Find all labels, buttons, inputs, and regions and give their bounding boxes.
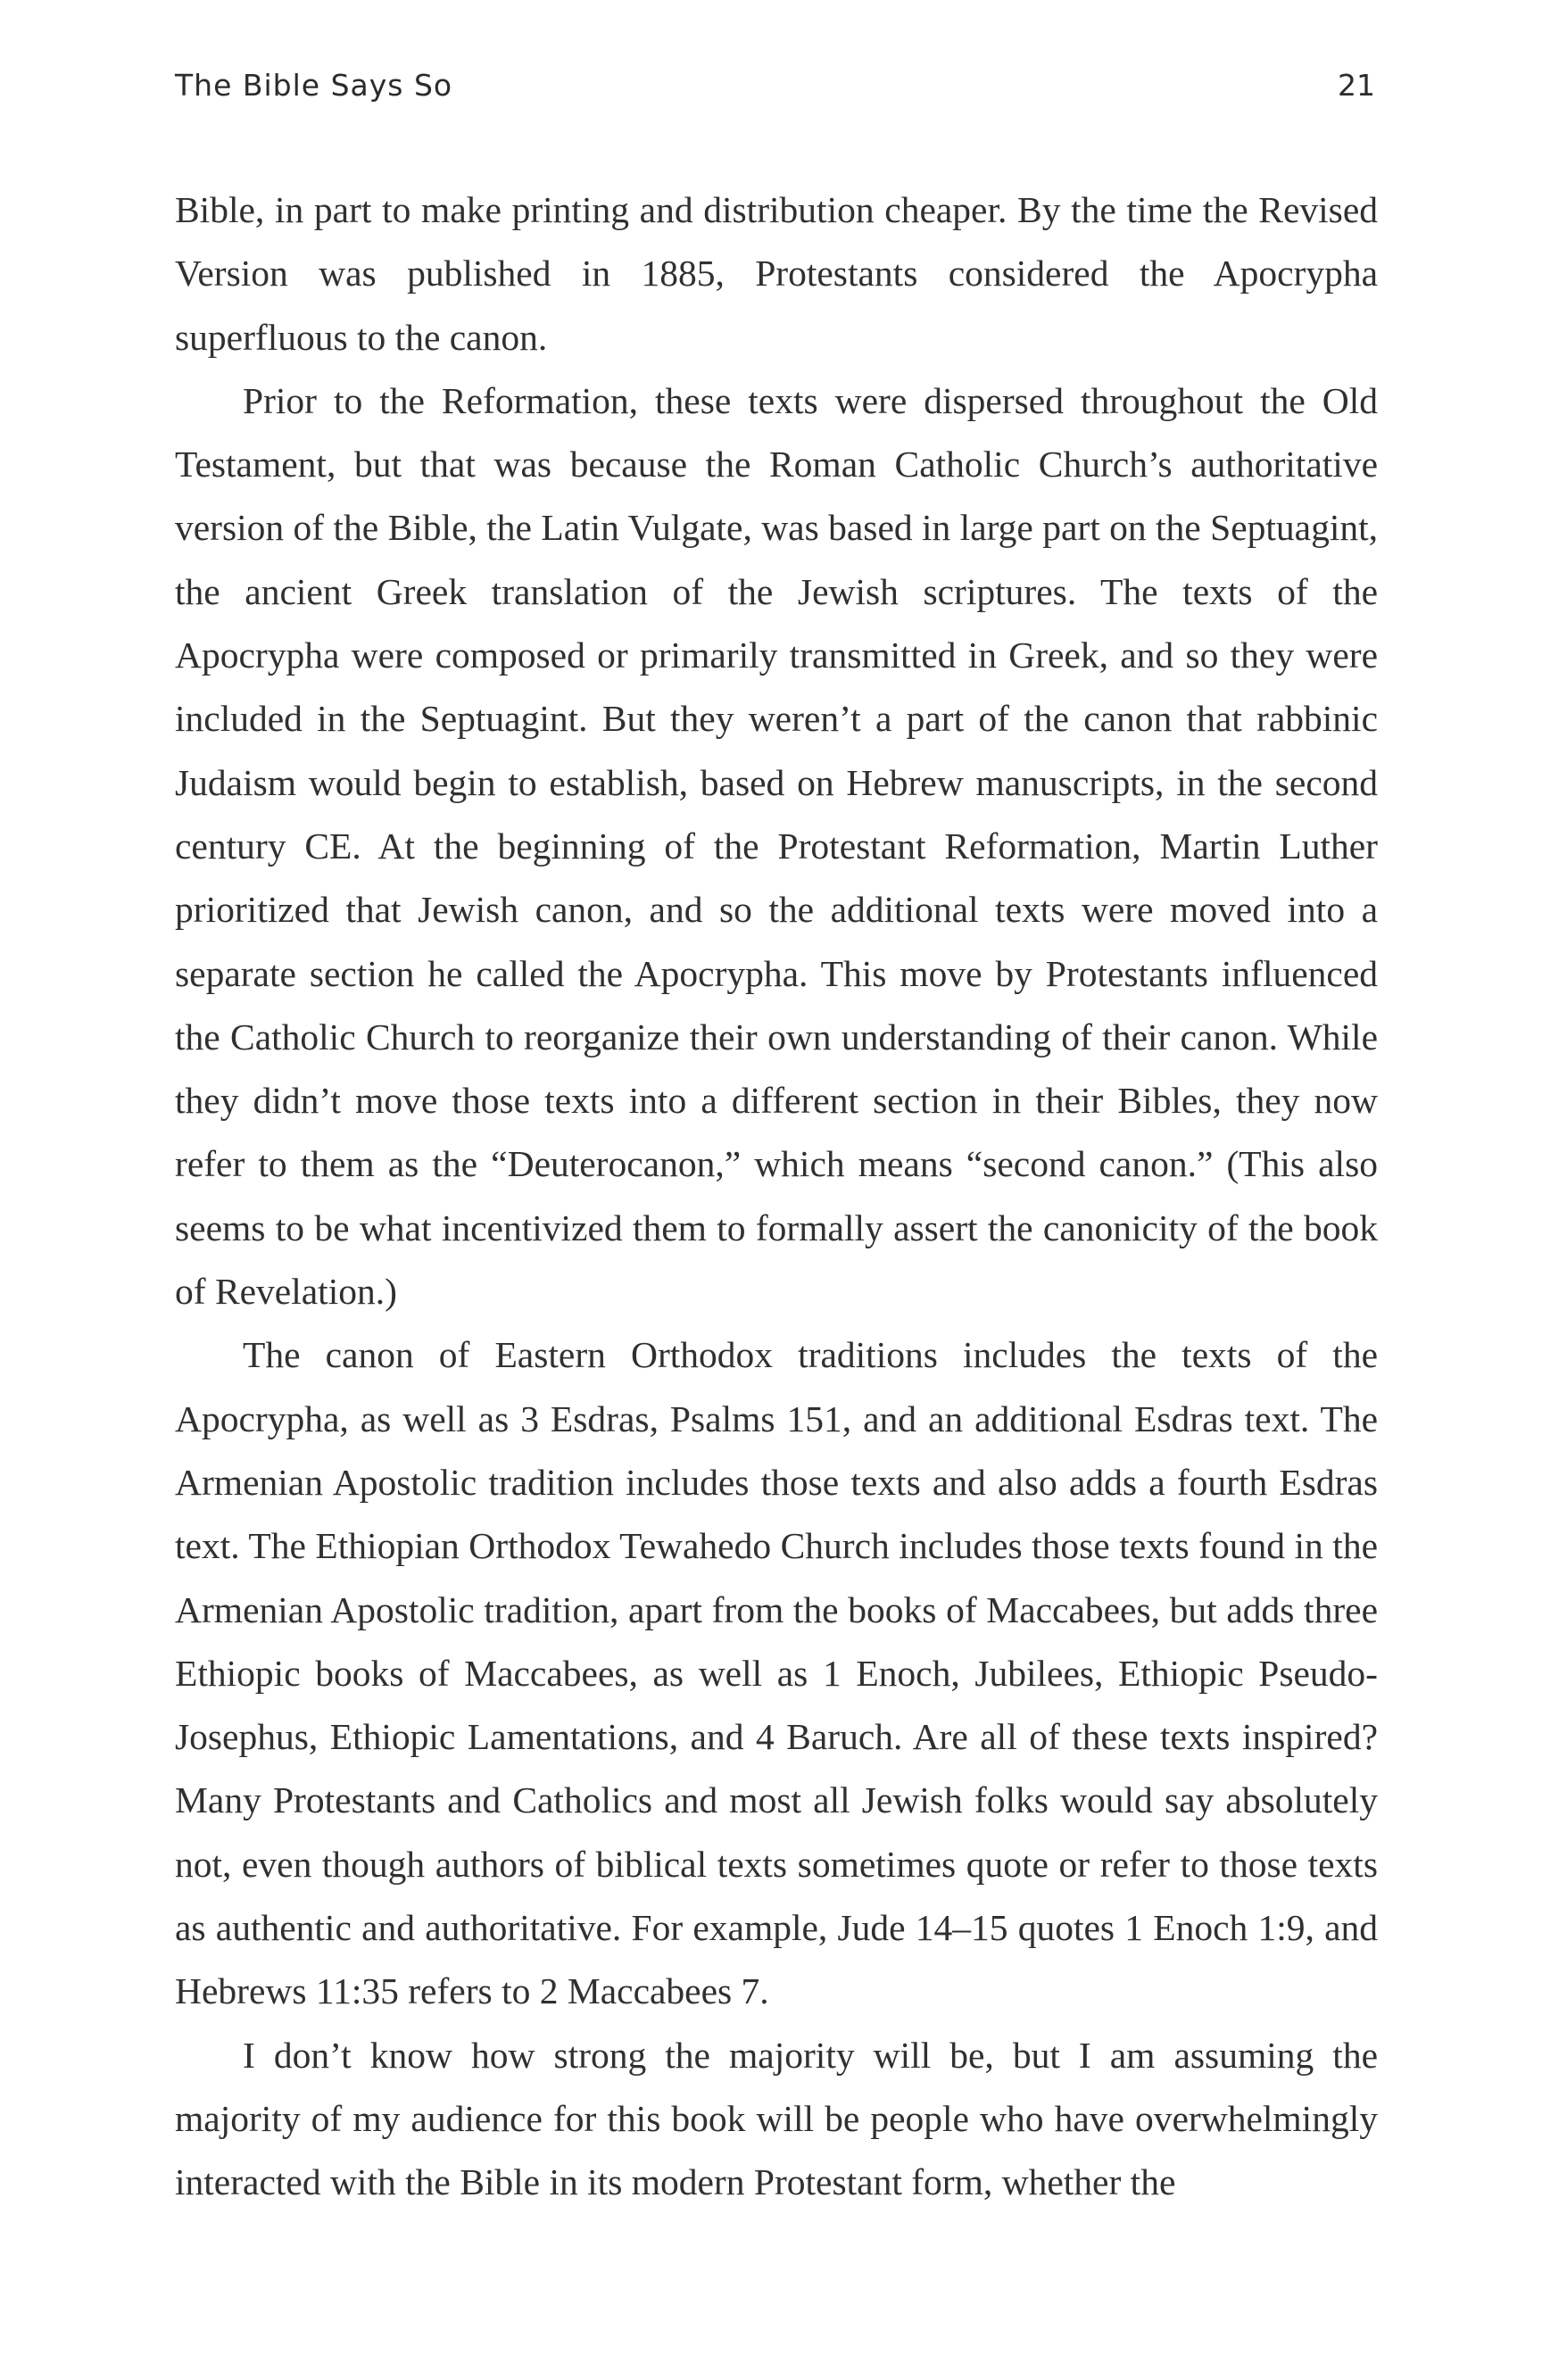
running-title: The Bible Says So — [175, 68, 453, 103]
paragraph: I don’t know how strong the majority will be, but I am assuming the majority of my audience for this book will be people who have overwhelmingly interacted with the Bible in its modern Protestant form, whether the — [175, 2034, 1378, 2203]
paragraph: The canon of Eastern Orthodox traditions includes the texts of the Apocrypha, as well as 3 Esdras, Psalms 151, and an additional Esdras text. The Armenian Apostolic tradition includes those texts and also adds a fourth Esdras text. The Ethiopian Orthodox Tewahedo Church includes those texts found in the Armenian Apostolic tradition, apart from the books of Maccabees, but adds three Ethiopic books of Maccabees, as well as 1 Enoch, Jubilees, Ethiopic Pseudo-Josephus, Ethiopic Lamentations, and 4 Baruch. Are all of these texts inspired? Many Protestants and Catholics and most all Jewish folks would say absolutely not, even though authors of biblical texts sometimes quote or refer to those texts as authentic and authoritative. For example, Jude 14–15 quotes 1 Enoch 1:9, and Hebrews 11:35 refers to 2 Maccabees 7. — [175, 1334, 1378, 2012]
body-text — [175, 178, 1378, 2215]
paragraph: Prior to the Reformation, these texts were dispersed throughout the Old Testament, but that was because the Roman Catholic Church’s authoritative version of the Bible, the Latin Vulgate, was based in large part on the Septuagint, the ancient Greek translation of the Jewish scriptures. The texts of the Apocrypha were composed or primarily transmitted in Greek, and so they were included in the Septuagint. But they weren’t a part of the canon that rabbinic Judaism would begin to establish, based on Hebrew manuscripts, in the second century CE. At the beginning of the Protestant Reformation, Martin Luther prioritized that Jewish canon, and so the additional texts were moved into a separate section he called the Apocrypha. This move by Protestants influenced the Catholic Church to reorganize their own understanding of their canon. While they didn’t move those texts into a different section in their Bibles, they now refer to them as the “Deuterocanon,” which means “second canon.” (This also seems to be what incentivized them to formally assert the canonicity of the book of Revelation.) — [175, 379, 1378, 1313]
paragraph-continued: Bible, in part to make printing and distribution cheaper. By the time the Revised Version was published in 1885, Protestants considered the Apocrypha superfluous to the canon. — [175, 189, 1378, 358]
page-number: 21 — [1338, 68, 1375, 103]
running-head — [175, 68, 1375, 121]
